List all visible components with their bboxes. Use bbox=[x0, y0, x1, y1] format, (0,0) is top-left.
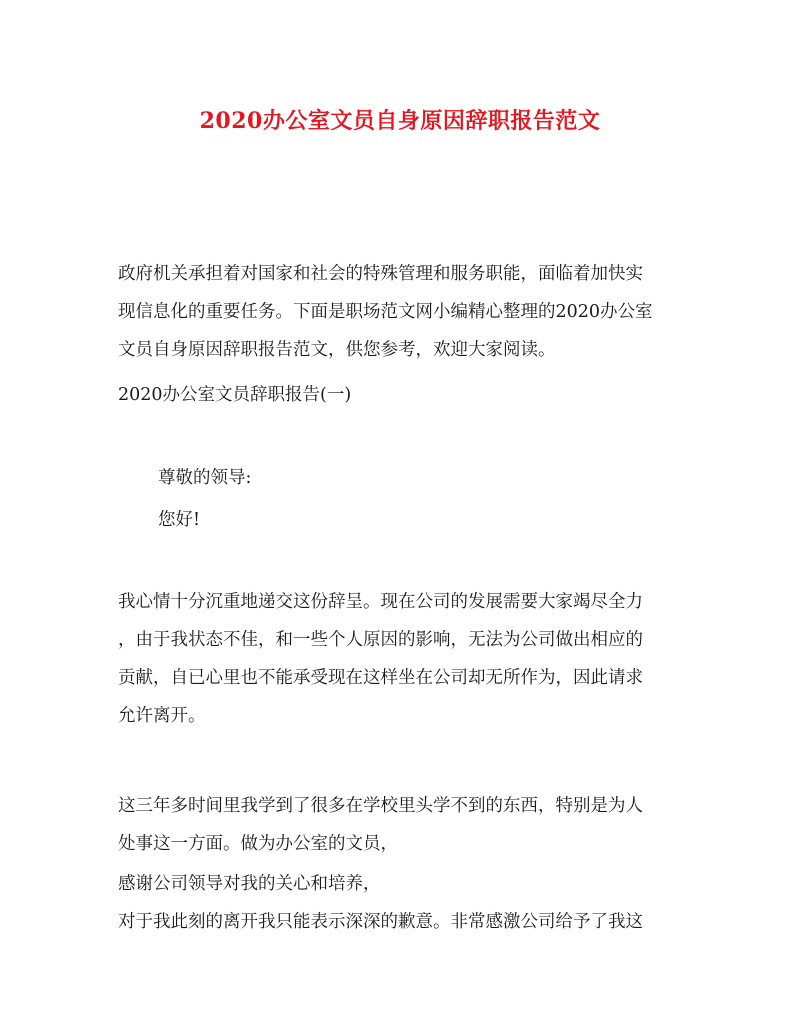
document-title: 2020办公室文员自身原因辞职报告范文 bbox=[199, 108, 601, 134]
salutation: 尊敬的领导: bbox=[158, 468, 252, 488]
intro-line-1: 政府机关承担着对国家和社会的特殊管理和服务职能，面临着加快实 bbox=[118, 264, 643, 284]
paragraph2-line-2: 处事这一方面。做为办公室的文员， bbox=[118, 834, 398, 854]
paragraph1-line-3: 贡献，自已心里也不能承受现在这样坐在公司却无所作为，因此请求 bbox=[118, 668, 643, 688]
section-subtitle: 2020办公室文员辞职报告(一) bbox=[118, 385, 352, 405]
paragraph2-line-1: 这三年多时间里我学到了很多在学校里头学不到的东西，特别是为人 bbox=[118, 796, 643, 816]
paragraph1-line-1: 我心情十分沉重地递交这份辞呈。现在公司的发展需要大家竭尽全力 bbox=[118, 592, 643, 612]
paragraph2-line-4: 对于我此刻的离开我只能表示深深的歉意。非常感激公司给予了我这 bbox=[118, 912, 643, 932]
paragraph2-line-3: 感谢公司领导对我的关心和培养， bbox=[118, 874, 381, 894]
paragraph1-line-4: 允许离开。 bbox=[118, 706, 206, 726]
intro-line-3: 文员自身原因辞职报告范文，供您参考，欢迎大家阅读。 bbox=[118, 340, 556, 360]
greeting: 您好! bbox=[158, 510, 201, 530]
paragraph1-line-2: ，由于我状态不佳，和一些个人原因的影响，无法为公司做出相应的 bbox=[118, 630, 643, 650]
intro-line-2: 现信息化的重要任务。下面是职场范文网小编精心整理的2020办公室 bbox=[118, 302, 653, 322]
